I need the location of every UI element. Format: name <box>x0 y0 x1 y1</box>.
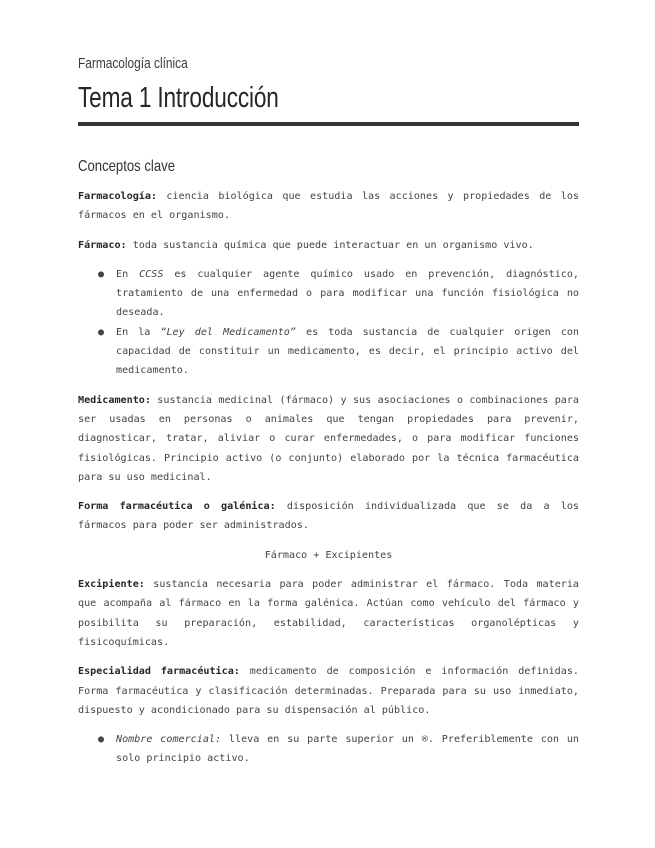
document-body <box>78 187 579 779</box>
list-item-text: En <box>116 268 140 280</box>
list-item <box>78 730 579 769</box>
definition-excipiente <box>78 575 579 652</box>
bullet-icon: ● <box>98 268 105 280</box>
section-heading: Conceptos clave <box>78 158 176 175</box>
farmaco-list <box>78 265 579 381</box>
bullet-icon: ● <box>98 326 105 338</box>
list-item-text: lleva en su parte superior un ®. Preferiblemente con un solo principio activo. <box>116 734 580 765</box>
subject-title: Farmacología clínica <box>78 56 188 72</box>
page-title: Tema 1 Introducción <box>78 82 279 114</box>
title-divider <box>78 122 579 126</box>
list-item-emphasis: CCSS <box>139 268 164 280</box>
bullet-icon: ● <box>98 734 105 746</box>
list-item-text: es cualquier agente químico usado en prevención, diagnóstico, tratamiento de una enfermedad o para modificar una función fisiológica no deseada. <box>116 268 579 319</box>
definition-text: medicamento de composición e información definidas. Forma farmacéutica y clasificación determinadas. Preparada para su uso inmediato, dispuesto y acondicionado para su dispensación al público. <box>78 666 579 716</box>
list-item <box>78 323 579 381</box>
list-item <box>78 265 579 323</box>
list-item-text: En la <box>116 326 161 338</box>
term-excipiente: Excipiente: <box>78 579 145 591</box>
term-farmaco: Fármaco: <box>78 239 127 251</box>
definition-farmaco <box>78 236 579 255</box>
definition-especialidad <box>78 662 579 720</box>
definition-text: sustancia necesaria para poder administrar el fármaco. Toda materia que acompaña al fármaco en la forma galénica. Actúan como vehículo del fármaco y posibilita su preparación, estabilidad, características organolépticas y fisicoquímicas. <box>78 579 579 648</box>
especialidad-list <box>78 730 579 769</box>
list-item-emphasis: “Ley del Medicamento” <box>160 326 296 338</box>
term-forma-farmaceutica: Forma farmacéutica o galénica: <box>78 501 276 513</box>
definition-medicamento <box>78 391 579 487</box>
term-farmacologia: Farmacología: <box>78 191 158 202</box>
term-medicamento: Medicamento: <box>78 394 151 406</box>
definition-text: toda sustancia química que puede interactuar en un organismo vivo. <box>126 239 534 251</box>
formula-line: Fármaco + Excipientes <box>264 549 393 561</box>
list-item-text: es toda sustancia de cualquier origen con capacidad de constituir un medicamento, es decir, el principio activo del medicamento. <box>116 326 579 377</box>
definition-text: disposición individualizada que se da a los fármacos para poder ser administrados. <box>78 501 579 532</box>
term-especialidad: Especialidad farmacéutica: <box>78 666 240 678</box>
list-item-emphasis: Nombre comercial: <box>116 734 222 746</box>
definition-text: ciencia biológica que estudia las acciones y propiedades de los fármacos en el organismo. <box>78 191 579 222</box>
definition-farmacologia <box>78 187 579 226</box>
definition-text: sustancia medicinal (fármaco) y sus asociaciones o combinaciones para ser usadas en personas o animales que tengan propiedades para prevenir, diagnosticar, tratar, aliviar o curar enfermedades, o para modificar funciones fisiológicas. Principio activo (o conjunto) elaborado por la técnica farmacéutica para su uso medicinal. <box>78 394 579 483</box>
definition-forma-farmaceutica <box>78 497 579 536</box>
